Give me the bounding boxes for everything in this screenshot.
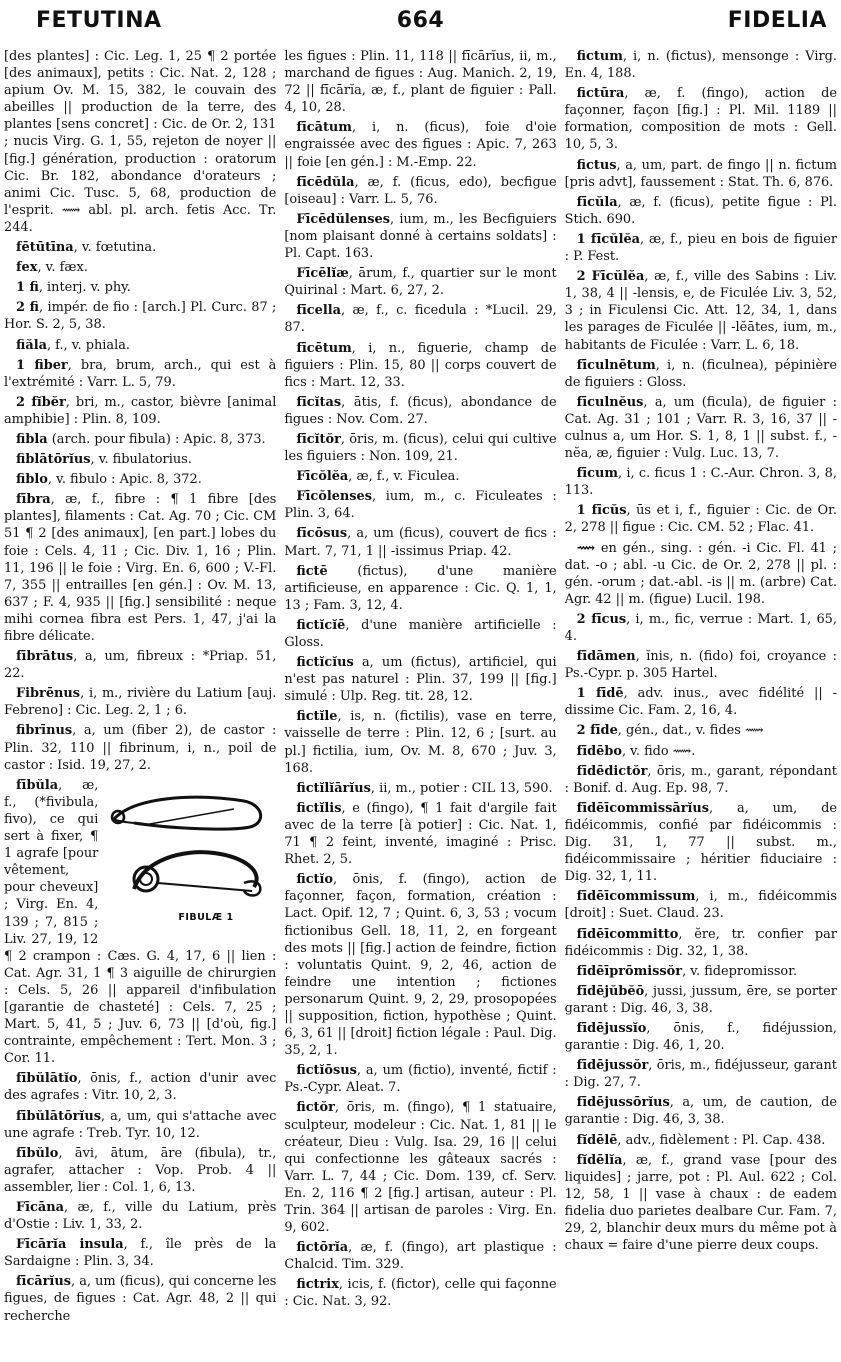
headword: 2 fĭbĕr [16, 394, 66, 410]
definition-text: , i, n. (fictus), mensonge : Virg. En. 4, 188. [564, 49, 837, 82]
definition-text: , ōris, m., fidéjusseur, garant : Dig. 27, 7. [564, 1058, 837, 1091]
definition-text: , æ, f. (ficus), petite figue : Pl. Stich. 690. [564, 194, 837, 227]
definition-text: les figues : Plin. 11, 118 || fīcārĭus, ii, m., marchand de figues : Aug. Manich. 2, 19, 72 || fīcārĭa, æ, f., plant de figuier : Pall. 4, 10, 28. [284, 49, 557, 116]
dictionary-entry [4, 299, 276, 333]
headword: Fīcŏlĕa [296, 469, 349, 485]
definition-text: , v. fidepromissor. [682, 963, 798, 979]
dictionary-entry [565, 800, 837, 885]
headword: fiăla [16, 337, 47, 353]
dictionary-entry [565, 1094, 837, 1128]
dictionary-entry [4, 451, 276, 468]
headword: Fīcēdŭlenses [296, 211, 390, 227]
dictionary-entry [4, 279, 276, 296]
dictionary-entry [284, 211, 556, 262]
dictionary-entry [565, 722, 837, 739]
headword: fictĭlĭārĭus [296, 780, 371, 796]
headword: fīcārĭus [16, 1274, 71, 1290]
definition-text: , ātis, f. (ficus), abondance de figues : Nov. Com. 27. [284, 394, 557, 427]
headword: fictōrĭa [296, 1240, 349, 1256]
headword: 1 fīdē [576, 686, 624, 702]
definition-text: , f., v. phiala. [46, 337, 130, 353]
definition-text: , a, um, part. de fingo || n. fictum [pris advt], faussement : Stat. Th. 6, 876. [564, 157, 837, 190]
definition-text: , æ, f. (ficus, edo), becfigue [oiseau] : Varr. L. 5, 76. [284, 174, 557, 207]
column-2 [284, 48, 556, 1356]
definition-text: , æ, f., ville du Latium, près d'Ostie : Liv. 1, 33, 2. [4, 1200, 277, 1233]
dictionary-entry [565, 926, 837, 960]
headword: 2 fi [16, 300, 40, 316]
definition-text: , v. fibulo : Apic. 8, 372. [47, 472, 202, 488]
figure-caption: FIBULÆ 1 [178, 911, 234, 923]
headword: fībŭlātōrĭus [16, 1108, 101, 1124]
definition-text: , v. fœtutina. [73, 240, 157, 256]
definition-text: , adv. inus., avec fidélité || -dissime Cic. Fam. 2, 16, 4. [564, 686, 837, 719]
headword: Fīcŏlenses [296, 489, 373, 505]
dictionary-entry [4, 1236, 276, 1270]
definition-text: , æ, f., pieu en bois de figuier : P. Fest. [564, 231, 837, 265]
definition-text: a, um (fictus), artificiel, qui n'est pas naturel : Plin. 37, 199 || [fig.] simulé : Ulp. Reg. tit. 28, 12. [284, 655, 557, 705]
dictionary-entry [565, 502, 837, 536]
definition-text: , ium, m., c. Ficuleates : Plin. 3, 64. [284, 489, 557, 522]
headword: fīdēbo [576, 743, 622, 759]
dictionary-entry [284, 174, 556, 208]
definition-text: , i, m., rivière du Latium [auj. Febreno] : Cic. Leg. 2, 1 ; 6. [4, 686, 277, 719]
headword: fictē [296, 563, 328, 579]
definition-text: [des plantes] : Cic. Leg. 1, 25 ¶ 2 portée [des animaux], petits : Cic. Nat. 2, 128 ; apium Ov. M. 15, 382, le couvain des abeilles || production de la terre, des plantes [sens concret] : Cic. de Or. 2, 131 ; nucis Virg. G. 1, 55, rejeton de noyer || [fig.] génération, production : oratorum Cic. Br. 182, abondance d'orateurs ; animi Cic. Tusc. 5, 68, production de l'esprit. ⟿ abl. pl. arch. fetis Acc. Tr. 244. [4, 49, 277, 235]
dictionary-entry [565, 194, 837, 228]
headword: fictĭo [296, 872, 333, 888]
definition-text: , ōris, m., garant, répondant : Bonif. d. Aug. Ep. 98, 7. [564, 763, 837, 796]
headword: fīdēdictŏr [576, 763, 648, 779]
definition-text: , āvi, ātum, āre (fibula), tr., agrafer, attacher : Vop. Prob. 4 || assembler, lier : Col. 1, 6, 13. [4, 1145, 277, 1195]
dictionary-entry [284, 394, 556, 428]
dictionary-entry [4, 1108, 276, 1142]
definition-text: , æ, f., grand vase [pour des liquides] ; jarre, pot : Pl. Aul. 622 ; Col. 12, 58, 1 || vase à chaux : de eadem fidelia duo parietes dealbare Cur. Fam. 7, 29, 2, blanchir deux murs du même pot à chaux = faire d'une pierre deux coups. [564, 1152, 837, 1254]
definition-text: , is, n. (fictilis), vase en terre, vaisselle de terre : Plin. 12, 6 ; [surt. au pl.] fictilia, ium, Ov. M. 8, 670 ; Juv. 3, 168. [284, 709, 557, 776]
dictionary-entry [565, 1132, 837, 1149]
headword: 1 fiber [16, 357, 68, 373]
dictionary-entry [4, 648, 276, 682]
headword: 2 fīde [576, 723, 618, 739]
headword: fīdēīcommitto [576, 926, 679, 942]
definition-text: , æ, f., ville des Sabins : Liv. 1, 38, 4 || -lensis, e, de Ficulée Liv. 3, 52, 3 ; in Ficulensi Cic. Att. 12, 34, 1, dans les parages de Ficulée || -lĕātes, ium, m., habitants de Ficulée : Varr. L. 6, 18. [564, 269, 837, 353]
headword: fīcātum [296, 120, 352, 136]
headword: fictum [576, 49, 623, 64]
fibula-drawing [104, 779, 276, 929]
headword: fībŭlātĭo [16, 1071, 78, 1087]
definition-text: , jussi, jussum, ēre, se porter garant : Dig. 46, 3, 38. [564, 983, 837, 1016]
headword: fīdējŭbĕō [576, 983, 645, 999]
definition-text: , æ, f. (fingo), action de façonner, façon [fig.] : Pl. Mil. 1189 || formation, composition de mots : Gell. 10, 5, 3. [564, 86, 837, 153]
headword: fex [16, 260, 38, 276]
headword: Fīcārĭa insula [16, 1237, 124, 1253]
headword: fĭdēlĭa [576, 1152, 623, 1168]
headword: fictĭle [296, 709, 338, 725]
running-head-right: FIDELIA [727, 8, 827, 33]
headword: 1 fi [16, 280, 39, 296]
definition-text: , gén., dat., v. fides ⟿ [617, 723, 764, 739]
dictionary-entry [4, 491, 276, 645]
dictionary-entry [4, 239, 276, 256]
headword: ⟿ [576, 540, 596, 556]
headword: Fīcēlĭæ [296, 266, 349, 282]
dictionary-entry [284, 563, 556, 614]
dictionary-entry [565, 888, 837, 922]
definition-text: , ōris, m. (fingo), ¶ 1 statuaire, sculpteur, modeleur : Cic. Nat. 1, 81 || le créateur, Dieu : Vulg. Isa. 29, 16 || celui qui confectionne les gâteaux sacrés : Varr. L. 7, 44 ; Cic. Dom. 139, cf. Serv. En. 2, 116 ¶ 2 [fig.] artisan, auteur : Pl. Trin. 364 || artisan de paroles : Virg. En. 9, 602. [284, 1100, 557, 1236]
dictionary-entry [4, 471, 276, 488]
dictionary-entry [284, 800, 556, 868]
definition-text: , æ, f., c. ficedula : *Lucil. 29, 87. [284, 303, 557, 336]
dictionary-entry [565, 157, 837, 191]
definition-text: , a, um, de fidéicommis, confié par fidéicommis : Dig. 31, 1, 77 || subst. m., fidéicommissaire ; héritier fiduciaire : Dig. 32, 1, 11. [564, 800, 837, 885]
dictionary-entry [4, 48, 276, 236]
headword: fictūra [576, 86, 625, 102]
dictionary-entry [565, 540, 837, 608]
dictionary-entry [284, 1276, 556, 1310]
definition-text: , impér. de fio : [arch.] Pl. Curc. 87 ; Hor. S. 2, 5, 38. [4, 300, 277, 333]
dictionary-entry [4, 1199, 276, 1233]
headword: fictĭlis [296, 800, 342, 816]
dictionary-entry [565, 85, 837, 153]
dictionary-entry [4, 357, 276, 391]
dictionary-entry [284, 265, 556, 299]
headword: fīdēīcommissum [576, 889, 696, 905]
headword: fictĭōsus [296, 1063, 357, 1079]
definition-text: , æ, f., v. Ficulea. [348, 469, 460, 485]
definition-text: , i, m., fic, verrue : Mart. 1, 65, 4. [564, 611, 837, 644]
headword: fictrix [296, 1277, 339, 1293]
definition-text: , i, c. ficus 1 : C.-Aur. Chron. 3, 8, 113. [564, 466, 837, 499]
dictionary-entry [565, 763, 837, 797]
headword: fībŭlo [16, 1145, 59, 1161]
headword: fībra [16, 492, 51, 508]
headword: fictĭcĭus [296, 655, 354, 671]
headword: fictus [576, 157, 617, 173]
headword: fībŭla [16, 777, 59, 793]
definition-text: , ium, m., les Becfiguiers [nom plaisant donné à certains soldats] : Pl. Capt. 163. [284, 211, 557, 262]
dictionary-entry [565, 465, 837, 499]
definition-text: , ārum, f., quartier sur le mont Quirinal : Mart. 6, 27, 2. [284, 266, 557, 299]
definition-text: , a, um (fiber 2), de castor : Plin. 32, 110 || fibrinum, i, n., poil de castor : Isid. 19, 27, 2. [4, 723, 277, 773]
headword: fīcella [296, 303, 341, 319]
headword: fīcōsus [296, 526, 348, 542]
definition-text: , bra, brum, arch., qui est à l'extrémité : Varr. L. 5, 79. [4, 357, 277, 390]
headword: fictŏr [296, 1100, 335, 1116]
dictionary-entry [4, 1145, 276, 1196]
dictionary-entry [284, 48, 556, 116]
dictionary-entry [4, 337, 276, 354]
definition-text: , interj. v. phy. [38, 280, 131, 296]
dictionary-entry [284, 302, 556, 336]
headword: fībrātus [16, 649, 74, 665]
dictionary-entry [565, 1057, 837, 1091]
dictionary-entry [284, 1239, 556, 1273]
definition-text: , æ, f., (*fivibula, fivo), ce qui sert à fixer, ¶ 1 agrafe [pour vêtement, pour cheveux] ; Virg. En. 4, 139 ; 7, 815 ; Liv. 27, 19, 12 ¶ 2 crampon : Cæs. G. 4, 17, 6 || lien : Cat. Agr. 31, 1 ¶ 3 aiguille de chirurgien : Cels. 5, 26 || appareil d'infibulation [garantie de chasteté] : Cels. 7, 25 ; Mart. 5, 41, 5 ; Juv. 6, 73 || [d'où, fig.] contrainte, empêchement : Tert. Mon. 3 ; Cor. 11. [4, 777, 277, 1067]
headword: fiblātōrĭus [16, 452, 91, 468]
dictionary-entry [565, 48, 837, 82]
page-number: 664 [396, 8, 445, 33]
headword: 1 fīcŭlĕa [576, 231, 641, 247]
dictionary-entry [565, 231, 837, 265]
headword: fīcŭla [576, 194, 618, 210]
definition-text: , ii, m., potier : CIL 13, 590. [370, 780, 553, 796]
dictionary-entry [284, 340, 556, 391]
definition-text: (arch. pour fibula) : Apic. 8, 373. [47, 431, 266, 447]
headword: Fīcāna [16, 1200, 64, 1215]
definition-text: , a, um, fibreux : *Priap. 51, 22. [4, 649, 277, 682]
dictionary-entry [565, 268, 837, 353]
headword: fīdāmen [576, 649, 636, 665]
running-head-left: FETUTINA [36, 8, 162, 33]
dictionary-entry [284, 1099, 556, 1236]
definition-text: , a, um (fictio), inventé, fictif : Ps.-Cypr. Aleat. 7. [284, 1063, 557, 1096]
headword: fictĭcĭē [296, 617, 346, 633]
definition-text: , i, n. (ficus), foie d'oie engraissée avec des figues : Apic. 7, 263 || foie [en gén.] : M.-Emp. 22. [284, 120, 557, 170]
column-1 [4, 48, 276, 1356]
dictionary-entry [565, 983, 837, 1017]
headword: 1 fīcŭs [576, 503, 627, 519]
dictionary-entry [565, 611, 837, 645]
text-columns [4, 48, 837, 1356]
headword: fīcĭtas [296, 394, 342, 410]
page-header [0, 0, 841, 46]
headword: fibrīnus [16, 723, 73, 739]
definition-text: , adv., fidèlement : Pl. Cap. 438. [617, 1132, 826, 1148]
dictionary-entry [284, 871, 556, 1059]
definition-text: , f., île près de la Sardaigne : Plin. 3, 34. [4, 1237, 277, 1270]
definition-text: , v. fibulatorius. [90, 452, 192, 468]
headword: fīdējussĭo [576, 1020, 647, 1036]
dictionary-entry [4, 431, 276, 448]
definition-text: , bri, m., castor, bièvre [animal amphibie] : Plin. 8, 109. [4, 394, 277, 427]
headword: fĭdēlē [576, 1132, 618, 1148]
definition-text: , a, um, de caution, de garantie : Dig. 46, 3, 38. [564, 1095, 837, 1128]
dictionary-entry [4, 259, 276, 276]
dictionary-entry [4, 685, 276, 719]
definition-text: , i, m., fidéicommis [droit] : Suet. Claud. 23. [564, 889, 837, 922]
headword: fīculnĕus [576, 394, 644, 410]
column-3 [565, 48, 837, 1356]
definition-text: , a, um (ficula), de figuier : Cat. Ag. 31 ; 101 ; Varr. R. 3, 16, 37 || -culnus a, um Hor. S. 1, 8, 1 || subst. f., -nĕa, æ, figuier : Vulg. Luc. 13, 7. [564, 394, 837, 462]
headword: fīcēdŭla [296, 174, 355, 190]
dictionary-entry [565, 963, 837, 980]
dictionary-entry [284, 617, 556, 651]
dictionary-entry [284, 780, 556, 797]
dictionary-entry [4, 1070, 276, 1104]
dictionary-entry [565, 1152, 837, 1255]
definition-text: , v. fæx. [37, 260, 88, 276]
dictionary-entry [284, 1062, 556, 1096]
definition-text: , ōnis, f., action d'unir avec des agrafes : Vitr. 10, 2, 3. [4, 1071, 277, 1104]
definition-text: , ōris, m. (ficus), celui qui cultive les figuiers : Non. 109, 21. [284, 431, 557, 465]
definition-text: , i, n. (ficulnea), pépinière de figuiers : Gloss. [564, 357, 837, 390]
definition-text: , a, um, qui s'attache avec une agrafe : Treb. Tyr. 10, 12. [4, 1108, 277, 1141]
dictionary-entry [284, 119, 556, 170]
definition-text: , v. fido ⟿. [621, 743, 696, 759]
headword: 2 Fīcŭlĕa [576, 269, 645, 285]
dictionary-entry [565, 394, 837, 462]
dictionary-entry [284, 708, 556, 776]
headword: fīdēīcommissārĭus [576, 800, 710, 816]
definition-text: , ūs et i, f., figuier : Cic. de Or. 2, 278 || figue : Cic. CM. 52 ; Flac. 41. [564, 503, 837, 536]
definition-text: , d'une manière artificielle : Gloss. [284, 617, 557, 650]
definition-text: en gén., sing. : gén. -i Cic. Fl. 41 ; dat. -o ; abl. -u Cic. de Or. 2, 278 || pl. : gén. -orum ; dat.-abl. -is || m. (arbre) Cat. Agr. 42 || m. (figue) Lucil. 198. [564, 540, 837, 607]
dictionary-entry [565, 1020, 837, 1054]
definition-text: , e (fingo), ¶ 1 fait d'argile fait avec de la terre [à potier] : Cic. Nat. 1, 71 ¶ 2 feint, inventé, imaginé : Prisc. Rhet. 2, 5. [284, 800, 557, 868]
definition-text: , a, um (ficus), qui concerne les figues, de figues : Cat. Agr. 48, 2 || qui recherche [4, 1274, 277, 1324]
dictionary-entry [284, 525, 556, 559]
dictionary-entry [4, 1273, 276, 1324]
headword: 2 fīcus [576, 611, 627, 627]
headword: fīcĭtŏr [296, 431, 341, 447]
definition-text: , i, n., figuerie, champ de figuiers : Plin. 15, 80 || corps couvert de fics : Mart. 12, 33. [284, 340, 557, 390]
definition-text: , ōnis, f. (fingo), action de façonner, façon, formation, création : Lact. Opif. 12, 7 ; Quint. 6, 3, 53 ; vocum fictionibus Gell. 18, 11, 2, en forgeant des mots || [fig.] action de feindre, fiction : voluntatis Quint. 9, 2, 46, action de feindre une intention ; fictiones personarum Quint. 9, 2, 29, prosopopées || supposition, fiction, hypothèse ; Quint. 6, 3, 61 || [droit] fiction légale : Paul. Dig. 35, 2, 1. [284, 872, 557, 1059]
definition-text: , æ, f., fibre : ¶ 1 fibre [des plantes], filaments : Cat. Ag. 70 ; Cic. CM 51 ¶ 2 [des animaux], [en part.] lobes du foie : Cels. 4, 11 ; Cic. Div. 1, 16 ; Plin. 11, 196 || le foie : Virg. En. 6, 600 ; V.-Fl. 7, 355 || entrailles [en gén.] : Ov. M. 13, 637 ; F. 4, 935 || [fig.] sensibilité : neque mihi cornea fibra est Pers. 1, 47, j'ai la fibre délicate. [4, 492, 277, 644]
dictionary-entry [4, 394, 276, 428]
headword: fīdēīprōmissŏr [576, 963, 683, 979]
definition-text: (fictus), d'une manière artificieuse, en apparence : Cic. Q. 1, 1, 13 ; Fam. 3, 12, 4. [284, 563, 557, 613]
dictionary-entry [284, 488, 556, 522]
headword: fīculnētum [576, 357, 656, 373]
definition-text: , a, um (ficus), couvert de fics : Mart. 7, 71, 1 || -issimus Priap. 42. [284, 526, 557, 559]
headword: fīdējussŏr [576, 1058, 649, 1074]
dictionary-entry [565, 743, 837, 760]
dictionary-entry [565, 685, 837, 719]
definition-text: , ōnis, f., fidéjussion, garantie : Dig. 46, 1, 20. [564, 1020, 837, 1054]
fibula-illustration [104, 779, 276, 929]
dictionary-entry [284, 654, 556, 705]
headword: fīcētum [296, 340, 352, 356]
definition-text: , icis, f. (fictor), celle qui façonne : Cic. Nat. 3, 92. [284, 1277, 557, 1310]
headword: fibla [16, 431, 48, 447]
headword: Fibrēnus [16, 686, 81, 702]
headword: fīdējussōrĭus [576, 1095, 670, 1111]
definition-text: , ĭnis, n. (fido) foi, croyance : Ps.-Cypr. p. 305 Hartel. [564, 649, 837, 682]
headword: fīcum [576, 466, 618, 482]
dictionary-entry [4, 722, 276, 773]
dictionary-entry [565, 648, 837, 682]
headword: fiblo [16, 472, 48, 488]
dictionary-entry [284, 468, 556, 485]
definition-text: , ĕre, tr. confier par fidéicommis : Dig. 32, 1, 38. [564, 926, 837, 959]
dictionary-entry [284, 431, 556, 465]
dictionary-entry [4, 777, 276, 1068]
headword: fētūtīna [16, 240, 74, 256]
dictionary-entry [565, 357, 837, 391]
definition-text: , æ, f. (fingo), art plastique : Chalcid. Tim. 329. [284, 1240, 557, 1273]
